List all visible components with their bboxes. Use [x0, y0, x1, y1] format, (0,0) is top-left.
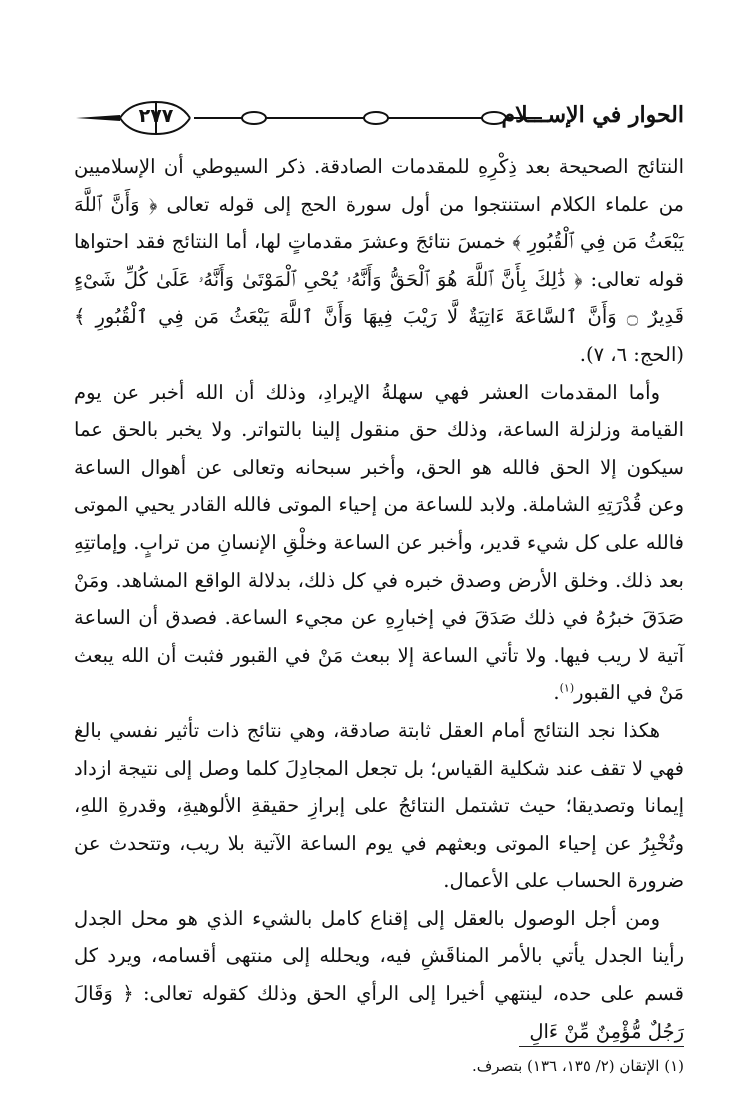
page-number: ٢٧٧ — [138, 105, 174, 127]
paragraph-2: وأما المقدمات العشر فهي سهلةُ الإيرادِ، وذلك أن الله أخبر عن يوم القيامة وزلزلة الساعة، وذلك حق منقول إلينا بالتواتر. ولا يخبر بالحق عما سيكون إلا الحق فالله هو الحق، وأخبر سبحانه وتعالى عن أهوال الساعة وعن قُدْرَتِهِ الشاملة. ولابد للساعة من إحياء الموتى فالله القادر يحيي الموتى فالله على كل شيء قدير، وأخبر عن الساعة وخلْقِ الإنسانِ من ترابٍ. وإماتتِهِ بعد ذلك. وخلق الأرض وصدق خبره في كل ذلك، بدلالة الواقع المشاهد. ومَنْ صَدَقَ خبرُهُ في ذلك صَدَقَ في إخبارِهِ عن مجيء الساعة. فصدق أن الساعة آتية لا ريب فيها. ولا تأتي الساعة إلا ببعث مَنْ في القبور فثبت أن الله يبعث مَنْ في القبور$^{(١)}$. — [74, 380, 684, 705]
running-header — [74, 96, 684, 140]
paragraph-3: هكذا نجد النتائج أمام العقل ثابتة صادقة، وهي نتائج ذات تأثير نفسي بالغ فهي لا تقف عند شكلية القياس؛ بل تجعل المجادِلَ كلما وصل إلى نتيجة ازداد إيمانا وتصديقا؛ حيث تشتمل النتائجُ على إبرازِ حقيقةِ الألوهيةِ، وقدرةِ اللهِ، وتُخْبِرُ عن إحياء الموتى وبعثهم في يوم الساعة الآتية بلا ريب، وتتحدث عن ضرورة الحساب على الأعمال. — [74, 718, 684, 893]
footnote-marker: (١) — [559, 681, 575, 695]
paragraph-4: ومن أجل الوصول بالعقل إلى إقناع كامل بالشيء الذي هو محل الجدل رأينا الجدل يأتي بالأمر المناقَشِ فيه، ويحلله إلى منتهى أقسامه، ويرد كل قسم على حده، لينتهي أخيرا إلى الرأي الحق وذلك كقوله تعالى: ﴿ وَقَالَ رَجُلٌ مُّؤْمِنٌ مِّنْ ءَالِ — [74, 906, 684, 1043]
book-title: الحوار في الإســـلام — [501, 102, 684, 128]
footnote-divider — [519, 1046, 684, 1047]
footnote: (١) الإتقان (٢/ ١٣٥، ١٣٦) بتصرف. — [471, 1057, 684, 1075]
main-text — [74, 148, 684, 1050]
paragraph-1: النتائج الصحيحة بعد ذِكْرِهِ للمقدمات الصادقة. ذكر السيوطي أن الإسلاميين من علماء الكلام استنتجوا من أول سورة الحج إلى قوله تعالى ﴿ وَأَنَّ ٱللَّهَ يَبْعَثُ مَن فِي ٱلْقُبُورِ ﴾ خمسَ نتائجَ وعشرَ مقدماتٍ لها، أما النتائج فقد احتواها قوله تعالى: ﴿ ذَٰلِكَ بِأَنَّ ٱللَّهَ هُوَ ٱلْحَقُّ وَأَنَّهُۥ يُحْىِ ٱلْمَوْتَىٰ وَأَنَّهُۥ عَلَىٰ كُلِّ شَىْءٍ قَدِيرٌ ۝ وَأَنَّ ٱلسَّاعَةَ ءَاتِيَةٌ لَّا رَيْبَ فِيهَا وَأَنَّ ٱللَّهَ يَبْعَثُ مَن فِي ٱلْقُبُورِ ﴾ (الحج: ٦، ٧). — [74, 155, 684, 366]
paragraph-2-text: وأما المقدمات العشر فهي سهلةُ الإيرادِ، وذلك أن الله أخبر عن يوم القيامة وزلزلة الساعة، وذلك حق منقول إلينا بالتواتر. ولا يخبر بالحق عما سيكون إلا الحق فالله هو الحق، وأخبر سبحانه وتعالى عن أهوال الساعة وعن قُدْرَتِهِ الشاملة. ولابد للساعة من إحياء الموتى فالله القادر يحيي الموتى فالله على كل شيء قدير، وأخبر عن الساعة وخلْقِ الإنسانِ من ترابٍ. وإماتتِهِ بعد ذلك. وخلق الأرض وصدق خبره في كل ذلك، بدلالة الواقع المشاهد. ومَنْ صَدَقَ خبرُهُ في ذلك صَدَقَ في إخبارِهِ عن مجيء الساعة. فصدق أن الساعة آتية لا ريب فيها. ولا تأتي الساعة إلا ببعث مَنْ في القبور فثبت أن الله يبعث مَنْ في القبور — [74, 380, 684, 705]
